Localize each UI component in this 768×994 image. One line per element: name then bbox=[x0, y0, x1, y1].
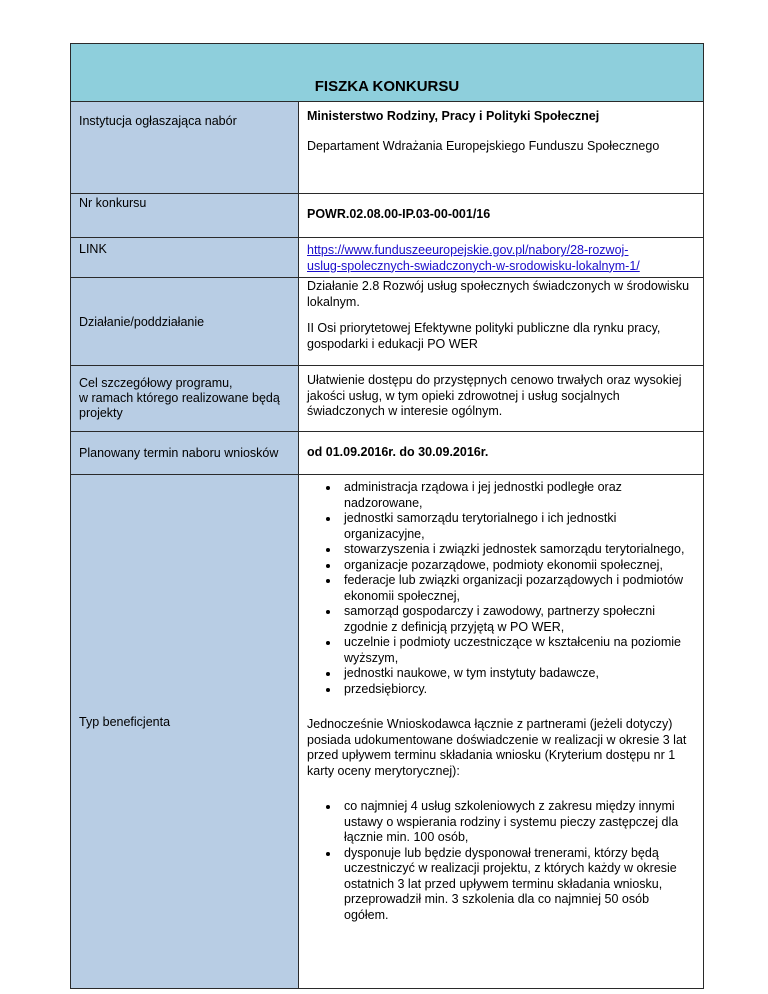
experience-paragraph: Jednocześnie Wnioskodawca łącznie z partnerami (jeżeli dotyczy) posiada udokumentowane doświadczenie w realizacji w okresie 3 lat przed upływem terminu składania wniosku (Kryterium dostępu nr 1 karty oceny merytorycznej): bbox=[307, 717, 687, 778]
list-item: • uczelnie i podmioty uczestniczące w kształceniu na poziomie wyższym, bbox=[340, 635, 695, 666]
requirement-list bbox=[307, 799, 695, 923]
goal-text: Ułatwienie dostępu do przystępnych cenowo trwałych oraz wysokiej jakości usług, w tym opieki zdrowotnej i usług socjalnych świadczonych w interesie ogólnym. bbox=[307, 373, 682, 418]
row-institution bbox=[71, 102, 703, 194]
row-link bbox=[71, 238, 703, 278]
sheet-title: FISZKA KONKURSU bbox=[71, 44, 703, 102]
row-goal bbox=[71, 366, 703, 432]
beneficiary-list bbox=[307, 480, 695, 697]
beneficiaries-label: Typ beneficjenta bbox=[71, 475, 299, 988]
contest-number-label: Nr konkursu bbox=[71, 194, 299, 237]
row-action bbox=[71, 278, 703, 366]
list-item: • przedsiębiorcy. bbox=[340, 682, 695, 698]
list-item: • dysponuje lub będzie dysponował trenerami, którzy będą uczestniczyć w realizacji projektu, z których każdy w okresie ostatnich 3 lat przed upływem terminu składania wniosku, przeprowadził min. 3 szkolenia dla co najmniej 50 osób ogółem. bbox=[340, 846, 695, 924]
institution-label: Instytucja ogłaszająca nabór bbox=[71, 102, 299, 193]
institution-ministry: Ministerstwo Rodziny, Pracy i Polityki Społecznej bbox=[307, 109, 600, 123]
institution-department: Departament Wdrażania Europejskiego Funduszu Społecznego bbox=[307, 138, 660, 153]
action-text-2: II Osi priorytetowej Efektywne polityki publiczne dla rynku pracy, gospodarki i edukacji PO WER bbox=[307, 321, 661, 351]
list-item: • administracja rządowa i jej jednostki podległe oraz nadzorowane, bbox=[340, 480, 695, 511]
list-item: • organizacje pozarządowe, podmioty ekonomii społecznej, bbox=[340, 558, 695, 574]
contest-sheet bbox=[70, 43, 704, 989]
row-beneficiaries bbox=[71, 475, 703, 988]
row-contest-number bbox=[71, 194, 703, 238]
list-item: • co najmniej 4 usług szkoleniowych z zakresu między innymi ustawy o wspierania rodziny i systemu pieczy zastępczej dla łącznie min. 100 osób, bbox=[340, 799, 695, 846]
schedule-value: od 01.09.2016r. do 30.09.2016r. bbox=[307, 445, 489, 460]
link-label: LINK bbox=[71, 238, 299, 277]
list-item: • stowarzyszenia i związki jednostek samorządu terytorialnego, bbox=[340, 542, 695, 558]
list-item: • jednostki samorządu terytorialnego i ich jednostki organizacyjne, bbox=[340, 511, 695, 542]
goal-label: Cel szczegółowy programu, w ramach którego realizowane będą projekty bbox=[71, 366, 299, 431]
list-item: • federacje lub związki organizacji pozarządowych i podmiotów ekonomii społecznej, bbox=[340, 573, 695, 604]
contest-number-value: POWR.02.08.00-IP.03-00-001/16 bbox=[307, 207, 491, 221]
list-item: • jednostki naukowe, w tym instytuty badawcze, bbox=[340, 666, 695, 682]
contest-link[interactable]: https://www.funduszeeuropejskie.gov.pl/nabory/28-rozwoj- uslug-spolecznych-swiadczonych-w-srodowisku-lokalnym-1/ bbox=[307, 243, 640, 273]
schedule-label: Planowany termin naboru wniosków bbox=[71, 432, 299, 474]
action-label: Działanie/poddziałanie bbox=[71, 278, 299, 365]
row-schedule bbox=[71, 432, 703, 475]
list-item: • samorząd gospodarczy i zawodowy, partnerzy społeczni zgodnie z definicją przyjętą w PO WER, bbox=[340, 604, 695, 635]
action-text-1: Działanie 2.8 Rozwój usług społecznych świadczonych w środowisku lokalnym. bbox=[307, 279, 690, 309]
